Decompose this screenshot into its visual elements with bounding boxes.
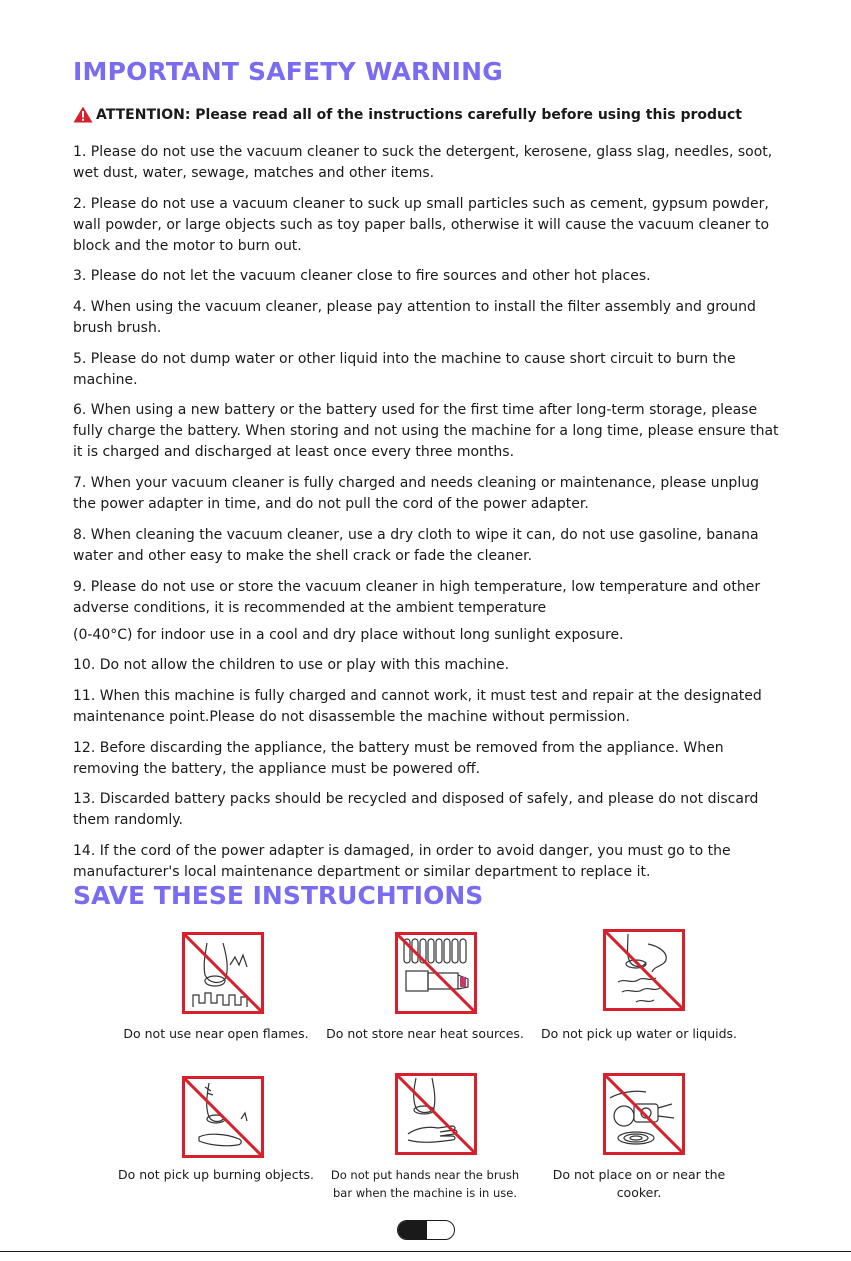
no-hands-near-brush-caption: Do not put hands near the brush bar when the machine is in use. xyxy=(330,1168,520,1200)
no-cooker-caption: Do not place on or near the cooker. xyxy=(552,1167,726,1200)
instructions-list xyxy=(73,142,783,893)
no-heat-sources-icon xyxy=(395,932,477,1014)
instruction-item: 2. Please do not use a vacuum cleaner to suck up small particles such as cement, gypsum powder, wall powder, or large objects such as toy paper balls, otherwise it will cause the vacuum cleaner to block and the motor to burn out. xyxy=(73,195,770,254)
no-hands-near-brush-icon xyxy=(395,1073,477,1155)
no-cooker-icon xyxy=(603,1073,685,1155)
warning-triangle-icon xyxy=(73,106,93,123)
instruction-item: 5. Please do not dump water or other liquid into the machine to cause short circuit to burn the machine. xyxy=(73,350,736,388)
instruction-item: 12. Before discarding the appliance, the battery must be removed from the appliance. When removing the battery, the appliance must be powered off. xyxy=(73,739,724,777)
instruction-item: 14. If the cord of the power adapter is damaged, in order to avoid danger, you must go to the manufacturer's local maintenance department or similar department to replace it. xyxy=(73,842,731,880)
no-burning-objects-icon xyxy=(182,1076,264,1158)
instruction-item: 3. Please do not let the vacuum cleaner close to fire sources and other hot places. xyxy=(73,268,651,285)
no-burning-objects-caption: Do not pick up burning objects. xyxy=(117,1167,315,1182)
no-heat-sources-caption: Do not store near heat sources. xyxy=(326,1026,524,1041)
attention-text: : Please read all of the instructions carefully before using this product xyxy=(184,106,742,123)
instruction-item: 13. Discarded battery packs should be recycled and disposed of safely, and please do not discard them randomly. xyxy=(73,791,759,829)
no-water-liquids-icon xyxy=(603,929,685,1011)
important-safety-warning-heading: IMPORTANT SAFETY WARNING xyxy=(73,57,503,86)
instruction-item: (0-40°C) for indoor use in a cool and dry place without long sunlight exposure. xyxy=(73,626,624,643)
instruction-item: 11. When this machine is fully charged and cannot work, it must test and repair at the designated maintenance point.Please do not disassemble the machine without permission. xyxy=(73,687,762,725)
bottom-divider xyxy=(0,1251,851,1252)
instruction-item: 9. Please do not use or store the vacuum cleaner in high temperature, low temperature and other adverse conditions, it is recommended at the ambient temperature xyxy=(73,578,761,616)
no-open-flames-icon xyxy=(182,932,264,1014)
instruction-item: 8. When cleaning the vacuum cleaner, use a dry cloth to wipe it can, do not use gasoline, banana water and other easy to make the shell crack or fade the cleaner. xyxy=(73,526,759,564)
instruction-item: 4. When using the vacuum cleaner, please pay attention to install the filter assembly and ground brush brush. xyxy=(73,299,756,337)
instruction-item: 6. When using a new battery or the battery used for the first time after long-term storage, please fully charge the battery. When storing and not using the machine for a long time, please ensure that it is charged and discharged at least once every three months. xyxy=(73,402,779,461)
no-open-flames-caption: Do not use near open flames. xyxy=(123,1026,309,1041)
attention-line xyxy=(73,106,742,123)
save-instructions-heading: SAVE THESE INSTRUCHTIONS xyxy=(73,881,484,910)
page-indicator xyxy=(397,1220,455,1240)
instruction-item: 7. When your vacuum cleaner is fully charged and needs cleaning or maintenance, please unplug the power adapter in time, and do not pull the cord of the power adapter. xyxy=(73,475,759,513)
attention-label: ATTENTION xyxy=(96,106,185,123)
instruction-item: 10. Do not allow the children to use or play with this machine. xyxy=(73,657,510,674)
page-indicator-fill xyxy=(398,1221,427,1239)
no-water-liquids-caption: Do not pick up water or liquids. xyxy=(540,1026,738,1041)
instruction-item: 1. Please do not use the vacuum cleaner to suck the detergent, kerosene, glass slag, needles, soot, wet dust, water, sewage, matches and other items. xyxy=(73,144,773,181)
